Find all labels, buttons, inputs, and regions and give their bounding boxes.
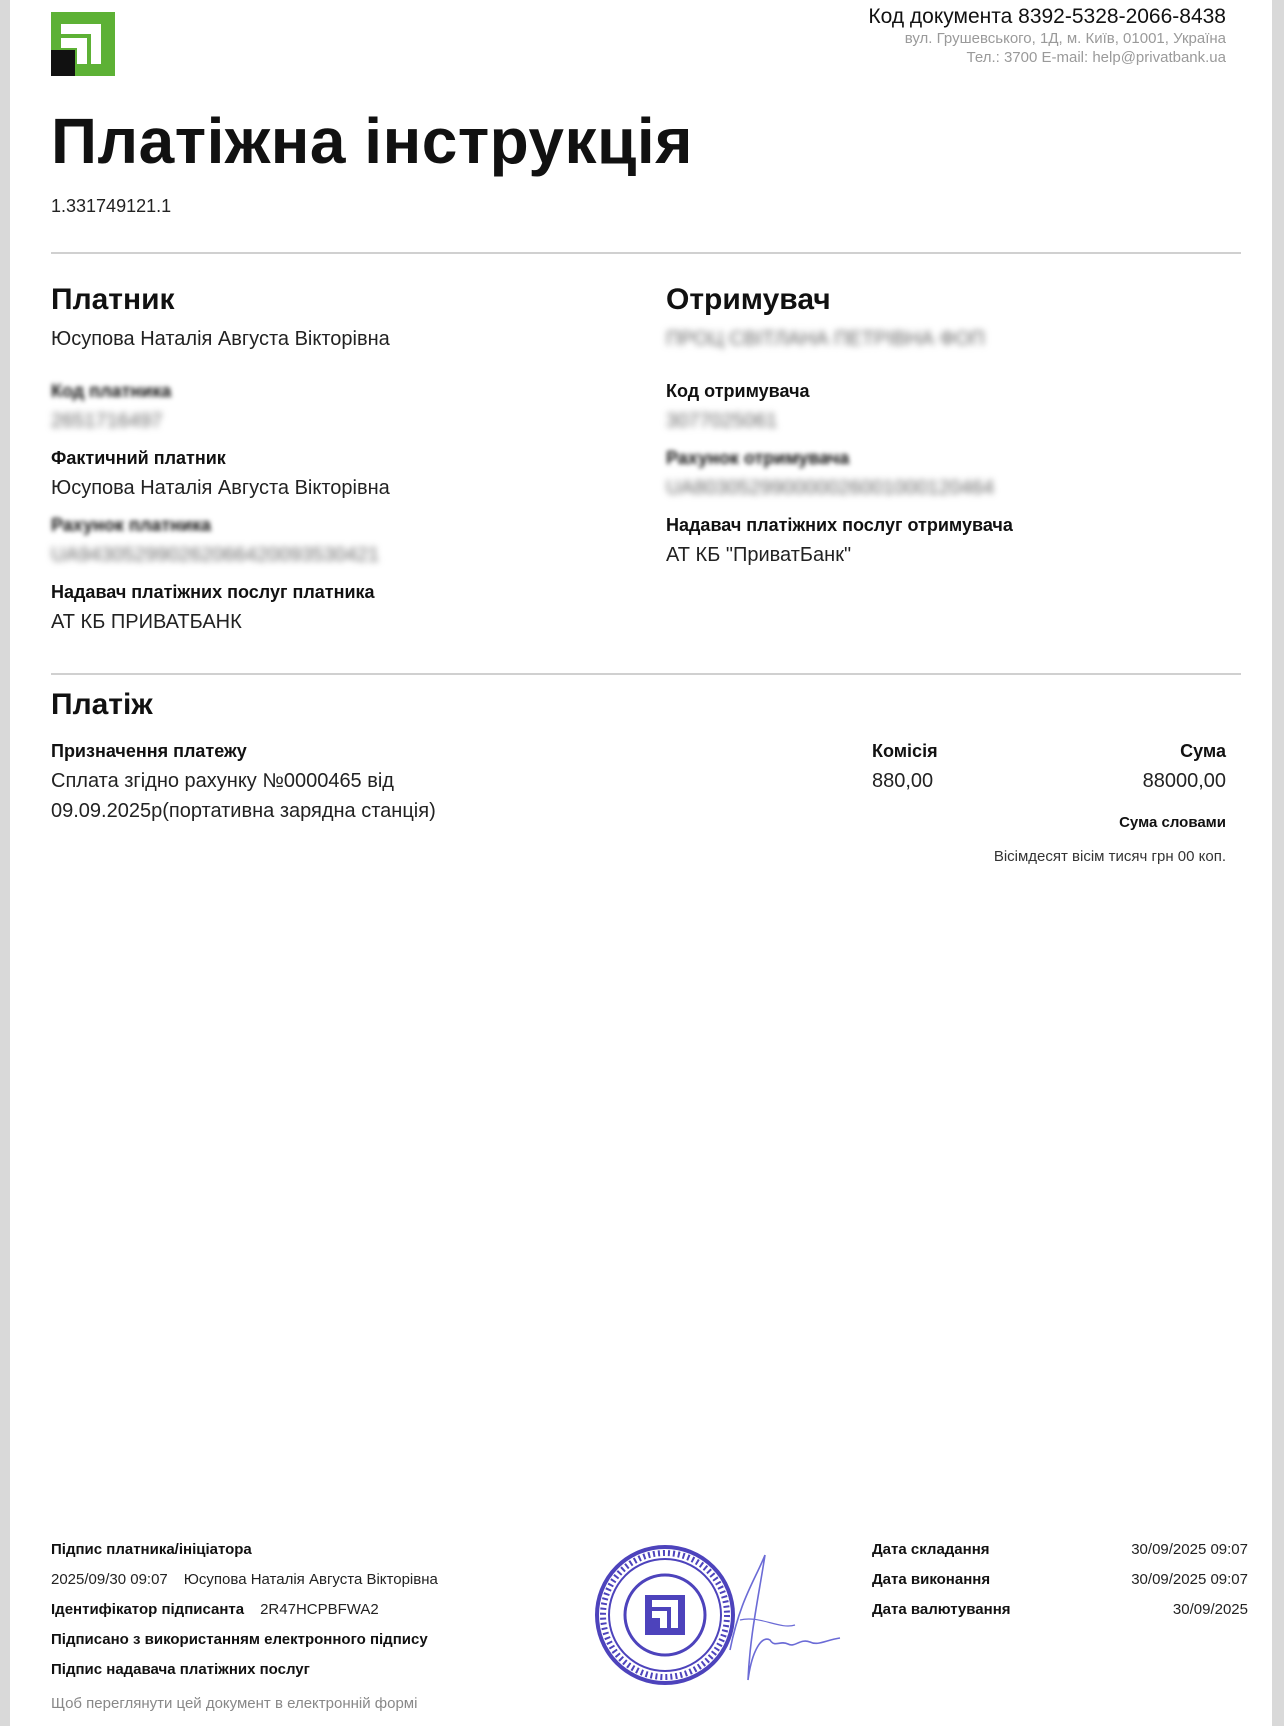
bank-contacts: Тел.: 3700 E-mail: help@privatbank.ua: [966, 49, 1226, 66]
recipient-account-field: [666, 447, 1226, 501]
recipient-provider-label: Надавач платіжних послуг отримувача: [666, 515, 1013, 535]
payer-section: [51, 282, 611, 635]
document-header-meta: [706, 4, 1226, 67]
payment-purpose-line-1: Сплата згідно рахунку №0000465 від: [51, 770, 394, 792]
recipient-account-label: Рахунок отримувача: [666, 448, 850, 468]
recipient-code-label: Код отримувача: [666, 381, 810, 401]
esign-note: Підписано з використанням електронного підпису: [51, 1631, 428, 1648]
date-row-value: [872, 1600, 1248, 1630]
payment-purpose: [51, 740, 511, 826]
payment-commission: [872, 740, 938, 794]
payment-purpose-line-2: 09.09.2025р(портативна зарядна станція): [51, 800, 436, 822]
bank-stamp-icon: [590, 1540, 850, 1690]
esign-note-line: [51, 1630, 571, 1660]
date-row-executed: [872, 1570, 1248, 1600]
divider-middle: [51, 673, 1241, 675]
bank-address: вул. Грушевського, 1Д, м. Київ, 01001, Україна: [904, 30, 1226, 47]
page-title: Платіжна інструкція: [51, 105, 693, 177]
payer-provider-value: АТ КБ ПРИВАТБАНК: [51, 611, 242, 633]
signer-label: Підпис платника/ініціатора: [51, 1541, 252, 1558]
recipient-code-value: 3077025061: [666, 410, 778, 432]
payment-heading: Платіж: [51, 688, 153, 721]
payer-name: Юсупова Наталія Августа Вікторівна: [51, 328, 390, 350]
date-row-created: [872, 1540, 1248, 1570]
actual-payer-value: Юсупова Наталія Августа Вікторівна: [51, 477, 390, 499]
signer-id-label: Ідентифікатор підписанта: [51, 1601, 245, 1618]
view-note: Щоб переглянути цей документ в електронній формі: [51, 1695, 418, 1712]
privatbank-logo-icon: [51, 12, 115, 76]
payer-code-value: 2651716497: [51, 410, 163, 432]
provider-signature-line: [51, 1660, 571, 1690]
date-executed-value: 30/09/2025 09:07: [1131, 1571, 1248, 1588]
date-value-label: Дата валютування: [872, 1601, 1011, 1618]
signer-id-value: 2R47HCPBFWA2: [260, 1601, 379, 1618]
signed-at: 2025/09/30 09:07: [51, 1571, 168, 1588]
date-executed-label: Дата виконання: [872, 1571, 991, 1588]
payment-amount: [1143, 740, 1226, 794]
recipient-heading: Отримувач: [666, 283, 831, 316]
payer-code-field: [51, 380, 611, 434]
recipient-provider-field: [666, 514, 1226, 568]
recipient-section: [666, 282, 1226, 568]
signer-details-line: [51, 1570, 571, 1600]
payer-account-label: Рахунок платника: [51, 515, 211, 535]
date-created-label: Дата складання: [872, 1541, 990, 1558]
date-value-value: 30/09/2025: [1172, 1601, 1248, 1618]
provider-signature-label: Підпис надавача платіжних послуг: [51, 1661, 310, 1678]
document-code: Код документа 8392-5328-2066-8438: [868, 5, 1226, 28]
payer-provider-label: Надавач платіжних послуг платника: [51, 582, 375, 602]
payer-heading: Платник: [51, 283, 175, 316]
signer-id-line: [51, 1600, 571, 1630]
document-page: [10, 0, 1272, 1726]
payer-account-value: UA943052990262066420093530421: [51, 544, 380, 566]
payer-provider-field: [51, 581, 611, 635]
recipient-code-field: [666, 380, 1226, 434]
recipient-provider-value: АТ КБ "ПриватБанк": [666, 544, 852, 566]
amount-label: Сума: [1180, 741, 1226, 761]
recipient-account-value: UA803052990000026001000120464: [666, 477, 995, 499]
amount-in-words: [994, 812, 1226, 870]
amount-words-label: Сума словами: [1119, 814, 1226, 831]
commission-label: Комісія: [872, 741, 938, 761]
payer-account-field: [51, 514, 611, 568]
document-number: 1.331749121.1: [51, 196, 172, 216]
date-created-value: 30/09/2025 09:07: [1131, 1541, 1248, 1558]
divider-top: [51, 252, 1241, 254]
actual-payer-label: Фактичний платник: [51, 448, 226, 468]
amount-words-value: Вісімдесят вісім тисяч грн 00 коп.: [993, 848, 1226, 865]
payment-purpose-label: Призначення платежу: [51, 741, 247, 761]
signature-block: [51, 1540, 571, 1714]
commission-value: 880,00: [872, 770, 934, 792]
signer-label-line: [51, 1540, 571, 1570]
payer-code-label: Код платника: [51, 381, 172, 401]
dates-block: [872, 1540, 1248, 1630]
recipient-name: ПРОЦ СВІТЛАНА ПЕТРІВНА ФОП: [666, 328, 985, 350]
actual-payer-field: [51, 447, 611, 501]
signer-name: Юсупова Наталія Августа Вікторівна: [183, 1571, 438, 1588]
amount-value: 88000,00: [1142, 770, 1226, 792]
